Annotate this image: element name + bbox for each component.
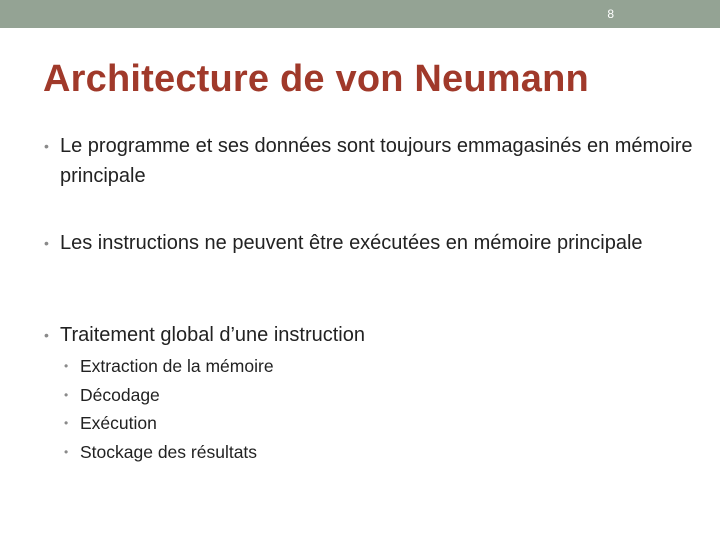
sub-bullet-text: Exécution — [80, 413, 157, 434]
sub-bullet-text: Extraction de la mémoire — [80, 356, 274, 376]
bullet-item — [44, 131, 694, 191]
bullet-text: Les instructions ne peuvent être exécutées en mémoire principale — [60, 232, 643, 254]
bullet-dot-icon: • — [44, 138, 49, 154]
sub-bullet-item — [64, 381, 464, 410]
sub-bullet-item — [64, 409, 464, 438]
bullet-item — [44, 228, 694, 258]
bullet-text: Traitement global d’une instruction — [60, 324, 365, 346]
bullet-item — [44, 320, 694, 350]
bullet-text: Le programme et ses données sont toujours emmagasinés en mémoire principale — [60, 135, 693, 187]
sub-bullet-list — [64, 352, 464, 467]
slide-title: Architecture de von Neumann — [43, 58, 589, 100]
sub-bullet-dot-icon: • — [64, 416, 69, 431]
sub-bullet-text: Stockage des résultats — [80, 442, 258, 463]
sub-bullet-dot-icon: • — [64, 445, 69, 460]
sub-bullet-text: Décodage — [80, 384, 160, 405]
page-number: 8 — [607, 7, 614, 21]
sub-bullet-dot-icon: • — [64, 387, 69, 402]
bullet-dot-icon: • — [44, 327, 49, 343]
sub-bullet-item — [64, 352, 464, 381]
bullet-dot-icon: • — [44, 235, 49, 251]
sub-bullet-item — [64, 438, 464, 467]
sub-bullet-dot-icon: • — [64, 359, 69, 373]
